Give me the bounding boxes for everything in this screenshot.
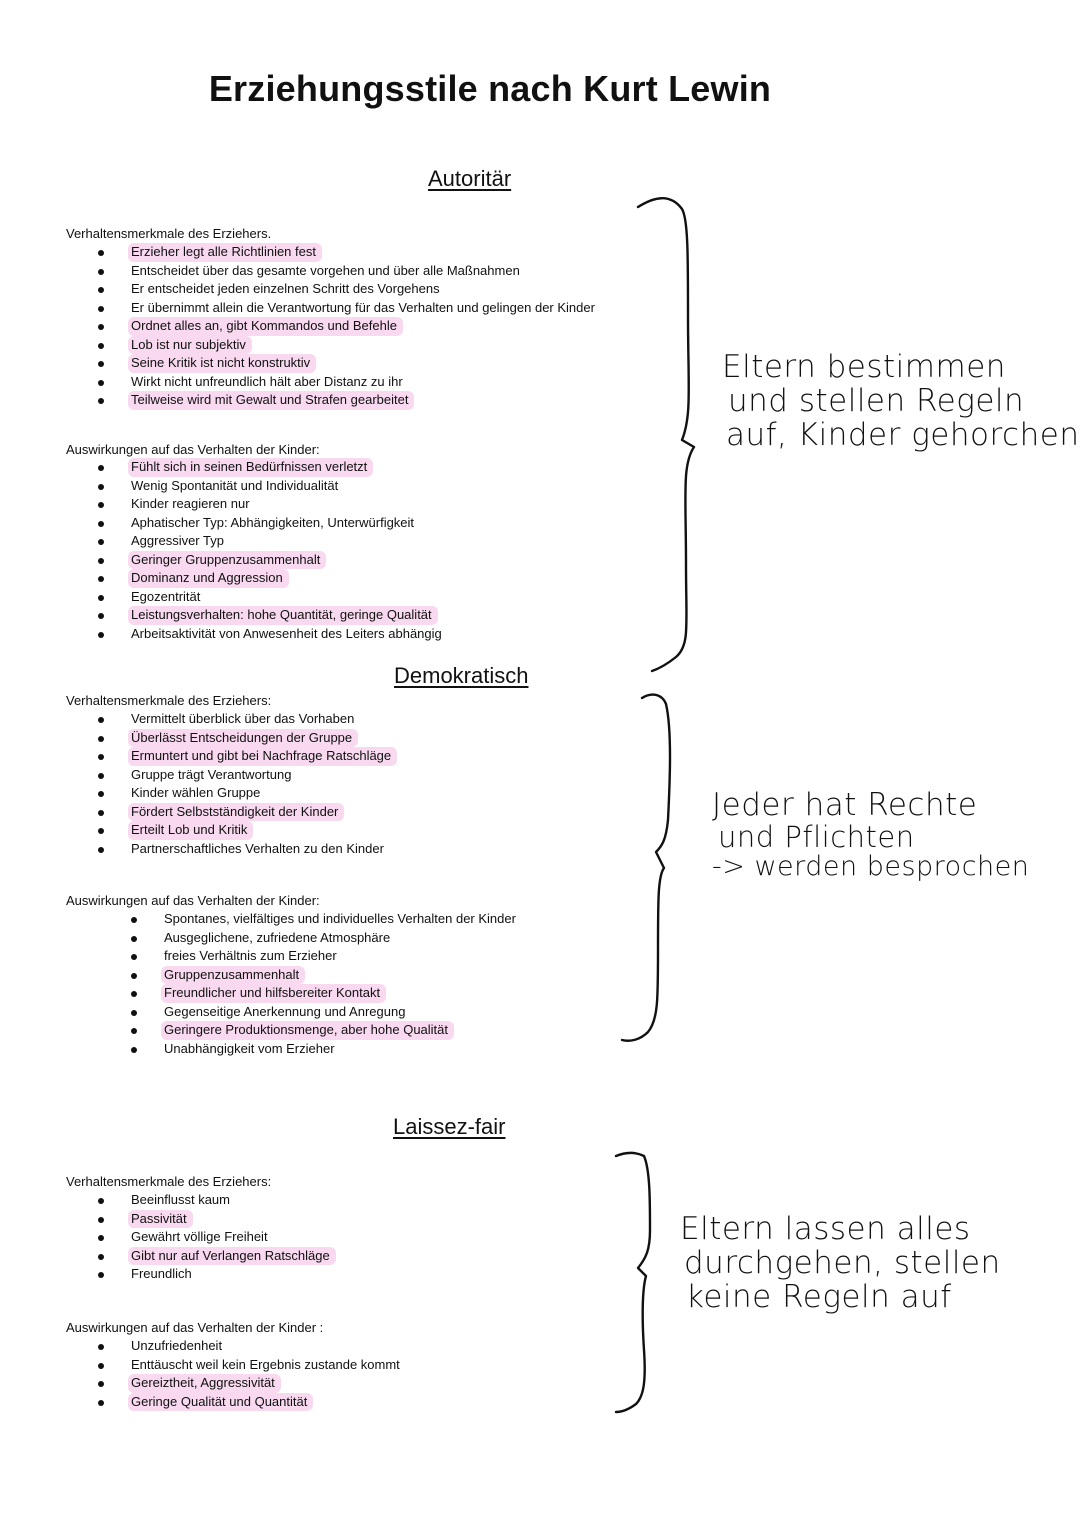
effects-label-demokratisch: Auswirkungen auf das Verhalten der Kinder: <box>66 893 320 908</box>
bullet-icon <box>98 1344 104 1350</box>
section-heading-laissez-fair: Laissez-fair <box>393 1114 506 1139</box>
bullet-icon <box>98 250 104 256</box>
bullet-icon <box>98 539 104 545</box>
bullet-icon <box>98 717 104 723</box>
bullet-icon <box>98 1381 104 1387</box>
bullet-icon <box>98 361 104 367</box>
bullet-icon <box>131 973 137 979</box>
bullet-icon <box>98 773 104 779</box>
bullet-icon <box>98 324 104 330</box>
bullet-icon <box>98 269 104 275</box>
handwritten-note-demokratisch: Jeder hat Rechte und Pflichten -> werden besprochen <box>712 787 1030 882</box>
bullet-icon <box>98 632 104 638</box>
bullet-icon <box>98 1217 104 1223</box>
bullet-icon <box>98 287 104 293</box>
bullet-icon <box>98 1235 104 1241</box>
bullet-icon <box>98 1363 104 1369</box>
bullet-icon <box>98 1198 104 1204</box>
section-heading-demokratisch: Demokratisch <box>394 663 529 688</box>
bullet-icon <box>98 380 104 386</box>
bullet-icon <box>98 1254 104 1260</box>
behavior-label-autoritaer: Verhaltensmerkmale des Erziehers. <box>66 226 272 241</box>
curly-brace-icon <box>636 195 706 675</box>
bullet-icon <box>131 917 137 923</box>
bullet-icon <box>98 1272 104 1278</box>
handwritten-note-autoritaer: Eltern bestimmen und stellen Regeln auf, Kinder gehorchen <box>722 349 1080 453</box>
bullet-icon <box>98 502 104 508</box>
bullet-icon <box>98 1400 104 1406</box>
bullet-icon <box>98 791 104 797</box>
handwritten-note-laissez-fair: Eltern lassen alles durchgehen, stellen keine Regeln auf <box>680 1211 1001 1315</box>
bullet-icon <box>98 810 104 816</box>
bullet-icon <box>98 576 104 582</box>
bullet-icon <box>131 1028 137 1034</box>
bullet-icon <box>131 1047 137 1053</box>
bullet-icon <box>131 1010 137 1016</box>
bullet-icon <box>98 736 104 742</box>
bullet-icon <box>98 754 104 760</box>
page-title: Erziehungsstile nach Kurt Lewin <box>208 68 772 109</box>
section-heading-autoritaer: Autoritär <box>428 166 512 191</box>
bullet-icon <box>98 306 104 312</box>
bullet-icon <box>98 558 104 564</box>
effects-label-autoritaer: Auswirkungen auf das Verhalten der Kinder: <box>66 442 320 457</box>
bullet-icon <box>98 398 104 404</box>
bullet-icon <box>131 936 137 942</box>
bullet-icon <box>98 465 104 471</box>
effects-label-laissez-fair: Auswirkungen auf das Verhalten der Kinder : <box>66 1320 324 1335</box>
curly-brace-icon <box>618 690 678 1045</box>
bullet-icon <box>98 847 104 853</box>
bullet-icon <box>98 595 104 601</box>
behavior-label-laissez-fair: Verhaltensmerkmale des Erziehers: <box>66 1174 272 1189</box>
bullet-icon <box>98 343 104 349</box>
bullet-icon <box>131 991 137 997</box>
bullet-icon <box>131 954 137 960</box>
behavior-label-demokratisch: Verhaltensmerkmale des Erziehers: <box>66 693 272 708</box>
curly-brace-icon <box>612 1150 662 1415</box>
bullet-icon <box>98 521 104 527</box>
bullet-icon <box>98 828 104 834</box>
bullet-icon <box>98 484 104 490</box>
bullet-icon <box>98 613 104 619</box>
